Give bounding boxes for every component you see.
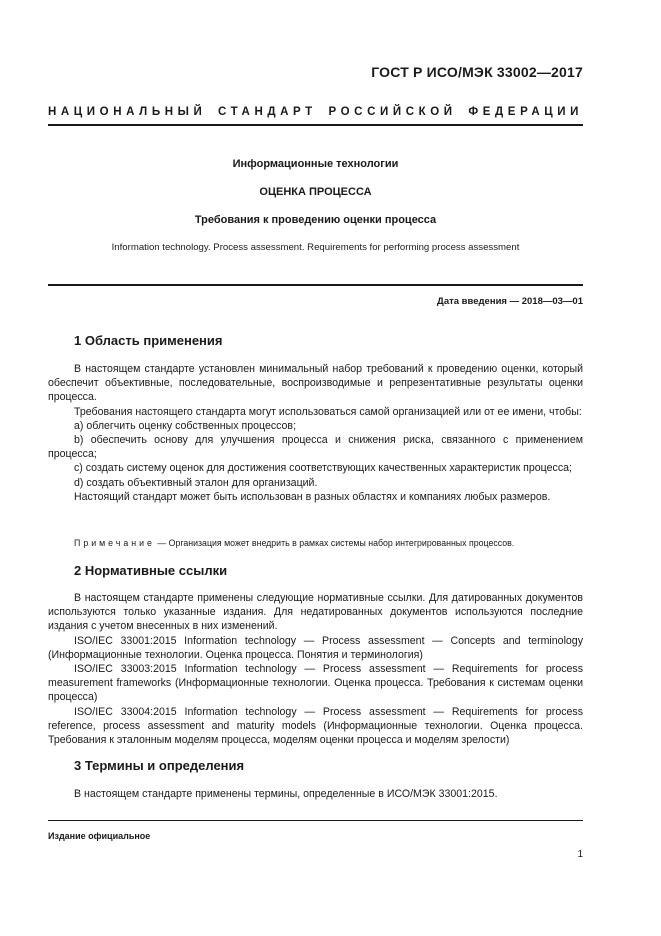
document-number: ГОСТ Р ИСО/МЭК 33002—2017: [371, 64, 583, 80]
list-item: a) облегчить оценку собственных процессов;: [74, 419, 297, 432]
paragraph: В настоящем стандарте применены следующие нормативные ссылки. Для датированных документов используются только указанные издания. Для недатированных документов используются последние издания с учетом внесенных в них изменений.: [48, 592, 583, 633]
banner-word: НАЦИОНАЛЬНЫЙ: [48, 106, 207, 118]
title-rule: [48, 284, 583, 286]
title-line-1: Информационные технологии: [232, 158, 399, 170]
section-2-body: [48, 591, 583, 747]
banner-word: РОССИЙСКОЙ: [328, 106, 457, 118]
english-title: Information technology. Process assessment. Requirements for performing process assessment: [111, 242, 520, 253]
section-3-heading: 3 Термины и определения: [74, 758, 245, 773]
official-edition-label: Издание официальное: [48, 831, 151, 841]
section-2-heading: 2 Нормативные ссылки: [74, 563, 228, 578]
reference-item: ISO/IEC 33004:2015 Information technology — Process assessment — Requirements for process reference, process assessment and maturity models (Информационные технологии. Оценка процесса. Требования к эталонным моделям процесса, моделям оценки процесса и моделям зрелости): [48, 705, 583, 747]
paragraph: В настоящем стандарте установлен минимальный набор требований к проведению оценки, который обеспечит объективные, последовательные, воспроизводимые и репрезентативные результаты оценки процесса.: [48, 363, 583, 404]
header-rule: [48, 124, 583, 126]
section-3-body: [48, 787, 583, 801]
title-line-3: Требования к проведению оценки процесса: [194, 214, 437, 226]
paragraph: Настоящий стандарт может быть использован в разных областях и компаниях любых размеров.: [74, 490, 551, 503]
footer-rule: [48, 820, 583, 821]
reference-item: ISO/IEC 33003:2015 Information technology — Process assessment — Requirements for process measurement frameworks (Информационные технологии. Оценка процесса. Требования к системам оценки процесса): [48, 663, 583, 704]
national-standard-banner: [48, 106, 583, 118]
paragraph: Требования настоящего стандарта могут использоваться самой организацией или от ее имени, чтобы:: [74, 405, 582, 418]
note-label: Примечание: [74, 538, 155, 548]
list-item: d) создать объективный эталон для организаций.: [74, 476, 318, 489]
list-item: b) обеспечить основу для улучшения процесса и снижения риска, связанного с применением процесса;: [48, 434, 583, 461]
reference-item: ISO/IEC 33001:2015 Information technology — Process assessment — Concepts and terminology (Информационные технологии. Оценка процесса. Понятия и терминология): [48, 634, 583, 661]
section-1-heading: 1 Область применения: [74, 333, 223, 348]
title-line-2: ОЦЕНКА ПРОЦЕССА: [259, 186, 372, 198]
paragraph: В настоящем стандарте применены термины, определенные в ИСО/МЭК 33001:2015.: [74, 788, 498, 800]
section-1-body: [48, 362, 583, 504]
banner-word: СТАНДАРТ: [218, 106, 317, 118]
effective-date: Дата введения — 2018—03—01: [437, 296, 583, 307]
note-text: — Организация может внедрить в рамках системы набор интегрированных процессов.: [154, 538, 515, 548]
note: [74, 538, 514, 548]
list-item: c) создать систему оценок для достижения соответствующих качественных характеристик процесса;: [74, 462, 572, 475]
page-number: 1: [577, 849, 583, 860]
banner-word: ФЕДЕРАЦИИ: [468, 106, 583, 118]
